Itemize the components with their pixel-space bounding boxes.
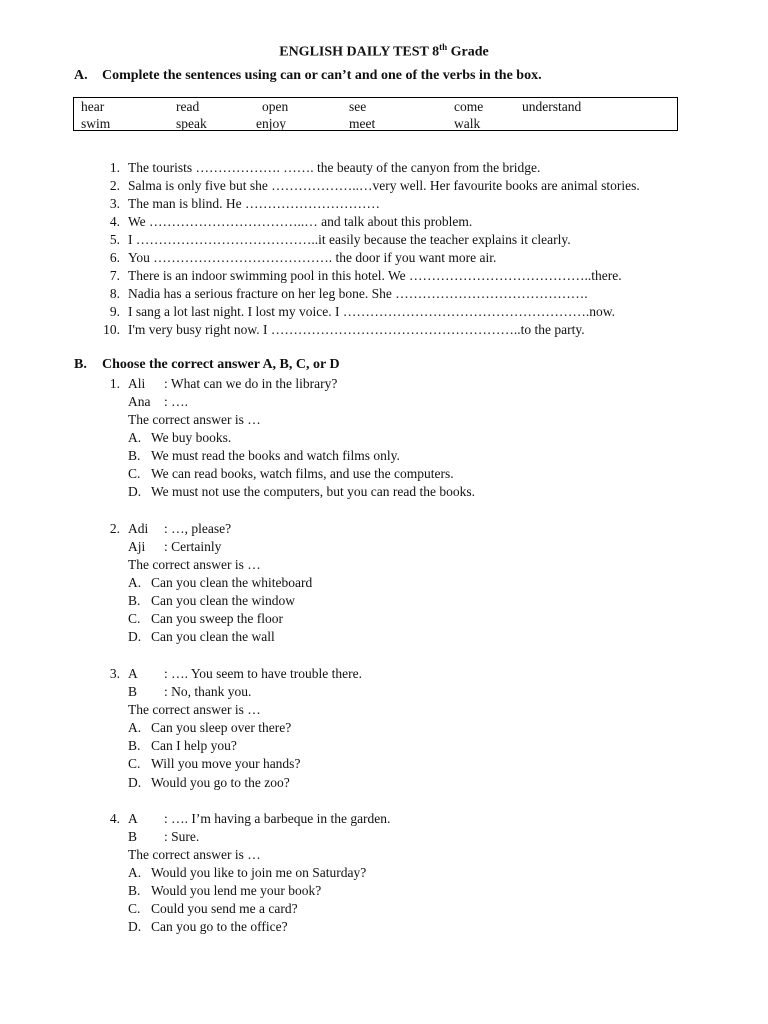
answer-prompt-text: The correct answer is … (128, 847, 261, 862)
title-tail: Grade (447, 44, 489, 60)
list-item (0, 213, 768, 231)
dialogue-text: : …. I’m having a barbeque in the garden. (164, 811, 391, 826)
item-number: 2. (109, 178, 120, 193)
section-a-instruction: Complete the sentences using can or can’t and one of the verbs in the box. (102, 68, 542, 83)
answer-option[interactable] (0, 864, 768, 882)
section-b-heading (74, 357, 340, 373)
item-number: 8. (109, 286, 120, 301)
option-text: Can I help you? (151, 738, 237, 753)
option-letter: D. (128, 484, 142, 499)
answer-option[interactable] (0, 574, 768, 592)
answer-option[interactable] (0, 610, 768, 628)
option-text: Can you sweep the floor (151, 611, 283, 626)
answer-option[interactable] (0, 447, 768, 465)
speaker: B (128, 684, 138, 699)
option-letter: B. (128, 448, 141, 463)
option-letter: C. (128, 466, 141, 481)
option-letter: B. (128, 883, 141, 898)
dialogue-text: : Sure. (164, 829, 200, 844)
item-text: You …………………………………. the door if you want more air. (128, 250, 497, 265)
answer-option[interactable] (0, 918, 768, 936)
option-text: Could you send me a card? (151, 901, 298, 916)
answer-option[interactable] (0, 719, 768, 737)
item-number: 3. (109, 196, 120, 211)
option-letter: B. (128, 738, 141, 753)
speaker: Adi (128, 521, 149, 536)
speaker: Ali (128, 376, 146, 391)
answer-option[interactable] (0, 465, 768, 483)
dialogue-line (0, 393, 768, 411)
verb-word: understand (522, 99, 582, 114)
answer-option[interactable] (0, 628, 768, 646)
speaker: Aji (128, 539, 146, 554)
item-number: 10. (103, 322, 120, 337)
answer-option[interactable] (0, 755, 768, 773)
section-b-instruction: Choose the correct answer A, B, C, or D (102, 357, 340, 372)
item-number: 6. (109, 250, 120, 265)
option-letter: C. (128, 756, 141, 771)
list-item (0, 231, 768, 249)
answer-prompt (0, 411, 768, 429)
dialogue-line (0, 828, 768, 846)
answer-option[interactable] (0, 592, 768, 610)
option-letter: C. (128, 901, 141, 916)
list-item (0, 159, 768, 177)
item-text: The tourists ………………. ……. the beauty of the canyon from the bridge. (128, 160, 541, 175)
answer-option[interactable] (0, 774, 768, 792)
item-text: Nadia has a serious fracture on her leg bone. She ……………………………………. (128, 286, 588, 301)
option-text: We must read the books and watch films only. (151, 448, 400, 463)
verb-word: open (262, 99, 289, 114)
verb-word: meet (349, 116, 376, 131)
dialogue-line (0, 538, 768, 556)
verb-word: come (454, 99, 484, 114)
verb-word: see (349, 99, 367, 114)
dialogue-text: : …. (164, 394, 189, 409)
option-letter: A. (128, 430, 142, 445)
option-text: Would you go to the zoo? (151, 775, 290, 790)
page-title (0, 42, 768, 61)
answer-option[interactable] (0, 737, 768, 755)
section-b-letter: B. (74, 357, 87, 372)
option-text: Will you move your hands? (151, 756, 301, 771)
dialogue-text: : What can we do in the library? (164, 376, 338, 391)
speaker: Ana (128, 394, 151, 409)
list-item (0, 303, 768, 321)
item-number: 7. (109, 268, 120, 283)
verb-word: read (176, 99, 200, 114)
option-letter: D. (128, 919, 142, 934)
dialogue-line (0, 683, 768, 701)
list-item (0, 177, 768, 195)
dialogue-text: : No, thank you. (164, 684, 252, 699)
question-number: 3. (109, 666, 120, 681)
item-number: 1. (109, 160, 120, 175)
verb-box (73, 97, 678, 131)
item-text: There is an indoor swimming pool in this hotel. We …………………………………..there. (128, 268, 622, 283)
title-superscript: th (439, 42, 448, 52)
answer-option[interactable] (0, 900, 768, 918)
option-text: Would you lend me your book? (151, 883, 322, 898)
option-letter: A. (128, 575, 142, 590)
verb-word: walk (454, 116, 481, 131)
dialogue-line (0, 810, 768, 828)
option-letter: C. (128, 611, 141, 626)
item-text: Salma is only five but she ………………..…very well. Her favourite books are animal stories. (128, 178, 640, 193)
title-text: ENGLISH DAILY TEST 8 (279, 44, 440, 60)
answer-prompt-text: The correct answer is … (128, 557, 261, 572)
option-text: Can you go to the office? (151, 919, 288, 934)
question-number: 1. (109, 376, 120, 391)
item-number: 5. (109, 232, 120, 247)
dialogue-line (0, 520, 768, 538)
section-a-letter: A. (74, 68, 88, 83)
verb-word: enjoy (256, 116, 286, 131)
dialogue-line (0, 665, 768, 683)
list-item (0, 195, 768, 213)
option-text: We must not use the computers, but you can read the books. (151, 484, 475, 499)
verb-word: hear (81, 99, 105, 114)
item-text: I …………………………………..it easily because the teacher explains it clearly. (128, 232, 571, 247)
list-item (0, 267, 768, 285)
dialogue-text: : …, please? (164, 521, 232, 536)
answer-prompt (0, 846, 768, 864)
answer-option[interactable] (0, 429, 768, 447)
option-letter: A. (128, 865, 142, 880)
answer-prompt-text: The correct answer is … (128, 702, 261, 717)
answer-option[interactable] (0, 882, 768, 900)
question-number: 4. (109, 811, 120, 826)
option-text: Can you clean the whiteboard (151, 575, 313, 590)
option-letter: D. (128, 775, 142, 790)
verb-word: speak (176, 116, 207, 131)
list-item (0, 321, 768, 339)
option-text: Can you clean the window (151, 593, 295, 608)
item-number: 4. (109, 214, 120, 229)
item-number: 9. (109, 304, 120, 319)
option-letter: B. (128, 593, 141, 608)
speaker: A (128, 666, 138, 681)
item-text: We ……………………………..… and talk about this problem. (128, 214, 473, 229)
option-text: We buy books. (151, 430, 232, 445)
answer-prompt (0, 556, 768, 574)
item-text: I'm very busy right now. I ………………………………………………..to the party. (128, 322, 585, 337)
option-letter: D. (128, 629, 142, 644)
dialogue-text: : Certainly (164, 539, 222, 554)
answer-option[interactable] (0, 483, 768, 501)
option-letter: A. (128, 720, 142, 735)
dialogue-text: : …. You seem to have trouble there. (164, 666, 362, 681)
answer-prompt (0, 701, 768, 719)
list-item (0, 249, 768, 267)
dialogue-line (0, 375, 768, 393)
question-number: 2. (109, 521, 120, 536)
list-item (0, 285, 768, 303)
option-text: Would you like to join me on Saturday? (151, 865, 367, 880)
option-text: We can read books, watch films, and use the computers. (151, 466, 454, 481)
item-text: The man is blind. He ………………………… (128, 196, 380, 211)
option-text: Can you sleep over there? (151, 720, 292, 735)
verb-word: swim (81, 116, 111, 131)
speaker: B (128, 829, 138, 844)
answer-prompt-text: The correct answer is … (128, 412, 261, 427)
option-text: Can you clean the wall (151, 629, 275, 644)
item-text: I sang a lot last night. I lost my voice. I ……………………………………………….now. (128, 304, 615, 319)
section-a-heading (74, 68, 542, 84)
speaker: A (128, 811, 138, 826)
